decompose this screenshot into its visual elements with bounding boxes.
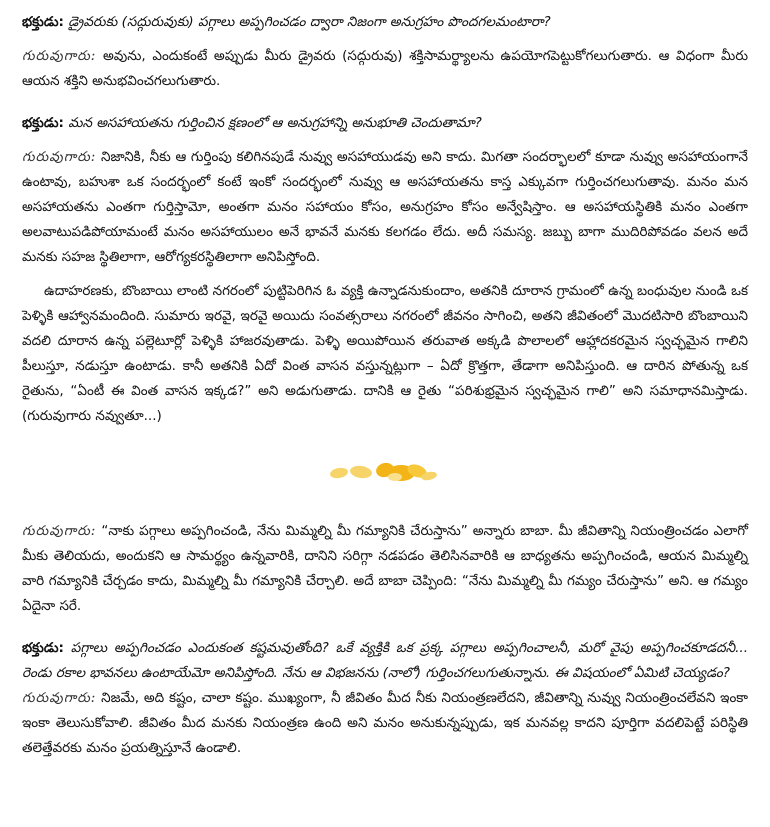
answer-text: నిజానికి, నీకు ఆ గుర్తింపు కలిగినపుడే నువ్వు అసహాయుడవు అని కాదు. మిగతా సందర్భాలలో కూడా నువ్వు అసహాయంగానే ఉంటావు, బహుశా ఒక సందర్భంలో కంటే ఇంకో సందర్భంలో నువ్వు ఆ అసహాయతను కాస్త ఎక్కువగా గుర్తించగలుగుతావు. మనం మన అసహాయతను ఎంతగా గుర్తిస్తామో, అంతగా మనం సహాయం కోసం, అనుగ్రహం కోసం అన్వేషిస్తాం. ఆ అసహాయస్థితికి మనం ఎంతగా అలవాటుపడిపోయామంటే మనం అసహాయులం అనే భావనే మనకు కలగడం లేదు. అదీ సమస్య. జబ్బు బాగా ముదిరిపోవడం వలన అదే మనకు సహజ స్థితిలాగా, ఆరోగ్యకరస్థితిలాగా అనిపిస్తోంది.: [22, 149, 748, 265]
answer-text: “నాకు పగ్గాలు అప్పగించండి, నేను మిమ్మల్ని మీ గమ్యానికి చేరుస్తాను” అన్నారు బాబా. మీ జీవితాన్ని నియంత్రించడం ఎలాగో మీకు తెలియదు, అందుకని ఆ సామర్థ్యం ఉన్నవారికి, దానిని సరిగ్గా నడపడం తెలిసినవారికి ఆ బాధ్యతను అప్పగించండి, ఆయన మిమ్మల్ని వారి గమ్యానికి చేర్చడం కాదు, మిమ్మల్ని మీ గమ్యానికి చేర్చాలి. అదే బాబా చెప్పింది: “నేను మిమ్మల్ని మీ గమ్యం చేరుస్తాను” అని. ఆ గమ్యం ఏదైనా సరే.: [22, 523, 748, 614]
answer-3: [22, 519, 748, 619]
speaker-guru: గురువుగారు:: [22, 48, 97, 64]
flower-divider-icon: [325, 459, 445, 485]
story-paragraph: ఉదాహరణకు, బొంబాయి లాంటి నగరంలో పుట్టిపెరిగిన ఓ వ్యక్తి ఉన్నాడనుకుందాం, అతనికి దూరాన గ్రామంలో ఉన్న బంధువుల నుండి ఒక పెళ్ళికి ఆహ్వానమందింది. సుమారు ఇరవై, ఇరవై అయిదు సంవత్సరాలు నగరంలో జీవనం సాగించి, అతని జీవితంలో మొదటిసారి బొంబాయిని వదలి దూరాన ఉన్న పల్లెటూర్లో పెళ్ళికి హాజరవుతాడు. పెళ్ళి అయిపోయిన తరువాత అక్కడి పొలాలలో ఆహ్లాదకరమైన స్వచ్ఛమైన గాలిని పీలుస్తూ, నడుస్తూ ఉంటాడు. కానీ అతనికి ఏదో వింత వాసన వస్తున్నట్లుగా – ఏదో క్రొత్తగా, తేడాగా అనిపిస్తుంది. ఆ దారిన పోతున్న ఒక రైతును, “ఏంటీ ఈ వింత వాసన ఇక్కడ?” అని అడుగుతాడు. దానికి ఆ రైతు “పరిశుభ్రమైన స్వచ్ఛమైన గాలి” అని సమాధానమిస్తాడు. (గురువుగారు నవ్వుతూ...): [22, 283, 748, 424]
answer-4: [22, 686, 748, 761]
answer-text: నిజమే, అది కష్టం, చాలా కష్టం. ముఖ్యంగా, నీ జీవితం మీద నీకు నియంత్రణలేదని, జీవితాన్ని నువ్వు నియంత్రించలేవని ఇంకా ఇంకా తెలుసుకోవాలి. జీవితం మీద మనకు నియంత్రణ ఉంది అని మనం అనుకున్నప్పుడు, ఇక మనవల్ల కాదని పూర్తిగా వదలిపెట్టే పరిస్థితి తలెత్తేవరకు మనం ప్రయత్నిస్తూనే ఉండాలి.: [22, 690, 748, 756]
answer-text: అవును, ఎందుకంటే అప్పుడు మీరు డ్రైవరు (సద్గురువు) శక్తిసామర్థ్యాలను ఉపయోగపెట్టుకోగలుగుతారు. ఆ విధంగా మీరు ఆయన శక్తిని అనుభవించగలుగుతారు.: [22, 48, 748, 89]
question-3: [22, 636, 748, 686]
question-text: పగ్గాలు అప్పగించడం ఎందుకంత కష్టమవుతోంది? ఒకే వ్యక్తికి ఒక ప్రక్క పగ్గాలు అప్పగించాలనీ, మరో వైపు అప్పగించకూడదనీ... రెండు రకాల భావనలు ఉంటాయేమో అనిపిస్తోంది. నేను ఆ విభజనను (నాలో) గుర్తించగలుగుతున్నాను. ఈ విషయంలో ఏమిటి చెయ్యడం?: [22, 640, 748, 681]
speaker-devotee: భక్తుడు:: [22, 115, 64, 131]
question-text: మన అసహాయతను గుర్తించిన క్షణంలో ఆ అనుగ్రహాన్ని అనుభూతి చెందుతామా?: [68, 115, 482, 131]
question-text: డ్రైవరుకు (సద్గురువుకు) పగ్గాలు అప్పగించడం ద్వారా నిజంగా అనుగ్రహం పొందగలమంటారా?: [68, 14, 551, 30]
speaker-devotee: భక్తుడు:: [22, 640, 64, 656]
question-1: [22, 10, 748, 35]
question-2: [22, 111, 748, 136]
speaker-devotee: భక్తుడు:: [22, 14, 64, 30]
speaker-guru: గురువుగారు:: [22, 149, 97, 165]
speaker-guru: గురువుగారు:: [22, 523, 97, 539]
speaker-guru: గురువుగారు:: [22, 690, 97, 706]
answer-2: [22, 145, 748, 270]
answer-1: [22, 44, 748, 94]
